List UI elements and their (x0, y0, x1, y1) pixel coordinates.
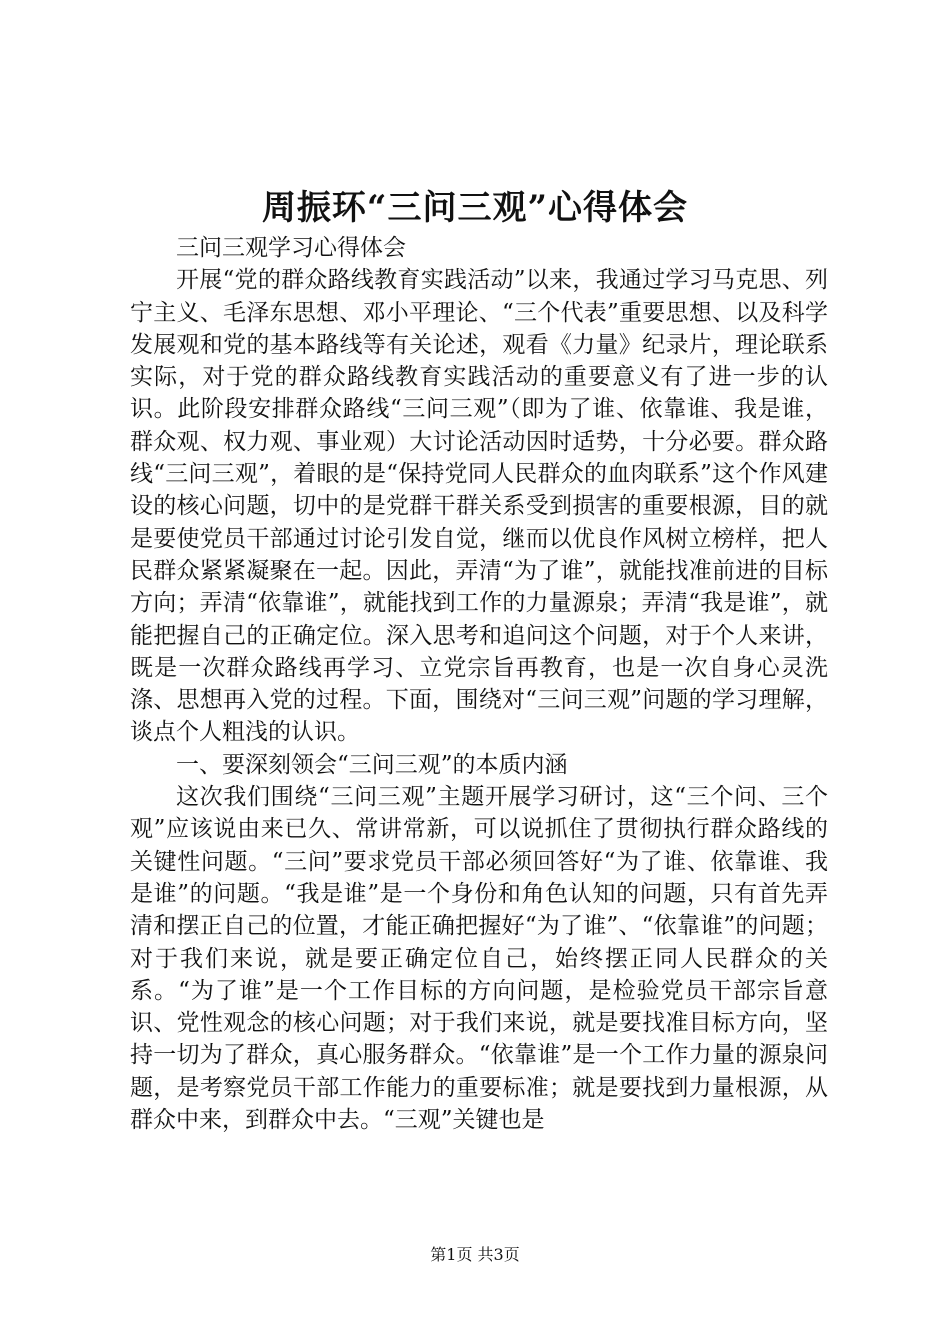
document-body (130, 232, 828, 1136)
document-title: 周振环“三问三观”心得体会 (261, 188, 689, 228)
paragraph-section-one: 这次我们围绕“三问三观”主题开展学习研讨，这“三个问、三个观”应该说由来已久、常讲常新，可以说抓住了贯彻执行群众路线的关键性问题。“三问”要求党员干部必须回答好“为了谁、依靠谁、我是谁”的问题。“我是谁”是一个身份和角色认知的问题，只有首先弄清和摆正自己的位置，才能正确把握好“为了谁”、“依靠谁”的问题；对于我们来说，就是要正确定位自己，始终摆正同人民群众的关系。“为了谁”是一个工作目标的方向问题，是检验党员干部宗旨意识、党性观念的核心问题；对于我们来说，就是要找准目标方向，坚持一切为了群众，真心服务群众。“依靠谁”是一个工作力量的源泉问题，是考察党员干部工作能力的重要标准；就是要找到力量根源，从群众中来，到群众中去。“三观”关键也是 (130, 784, 828, 1134)
page-number-footer: 第1页 共3页 (430, 1245, 520, 1264)
section-heading: 一、要深刻领会“三问三观”的本质内涵 (176, 751, 568, 778)
paragraph-intro: 开展“党的群众路线教育实践活动”以来，我通过学习马克思、列宁主义、毛泽东思想、邓小平理论、“三个代表”重要思想、以及科学发展观和党的基本路线等有关论述，观看《力量》纪录片，理论联系实际，对于党的群众路线教育实践活动的重要意义有了进一步的认识。此阶段安排群众路线“三问三观”（即为了谁、依靠谁、我是谁，群众观、权力观、事业观）大讨论活动因时适势，十分必要。群众路线“三问三观”，着眼的是“保持党同人民群众的血肉联系”这个作风建设的核心问题，切中的是党群干群关系受到损害的重要根源，目的就是要使党员干部通过讨论引发自觉，继而以优良作风树立榜样，把人民群众紧紧凝聚在一起。因此，弄清“为了谁”，就能找准前进的目标方向；弄清“依靠谁”，就能找到工作的力量源泉；弄清“我是谁”，就能把握自己的正确定位。深入思考和追问这个问题，对于个人来讲，既是一次群众路线再学习、立党宗旨再教育，也是一次自身心灵洗涤、思想再入党的过程。下面，围绕对“三问三观”问题的学习理解，谈点个人粗浅的认识。 (130, 267, 828, 746)
paragraph-subtitle: 三问三观学习心得体会 (176, 235, 406, 261)
